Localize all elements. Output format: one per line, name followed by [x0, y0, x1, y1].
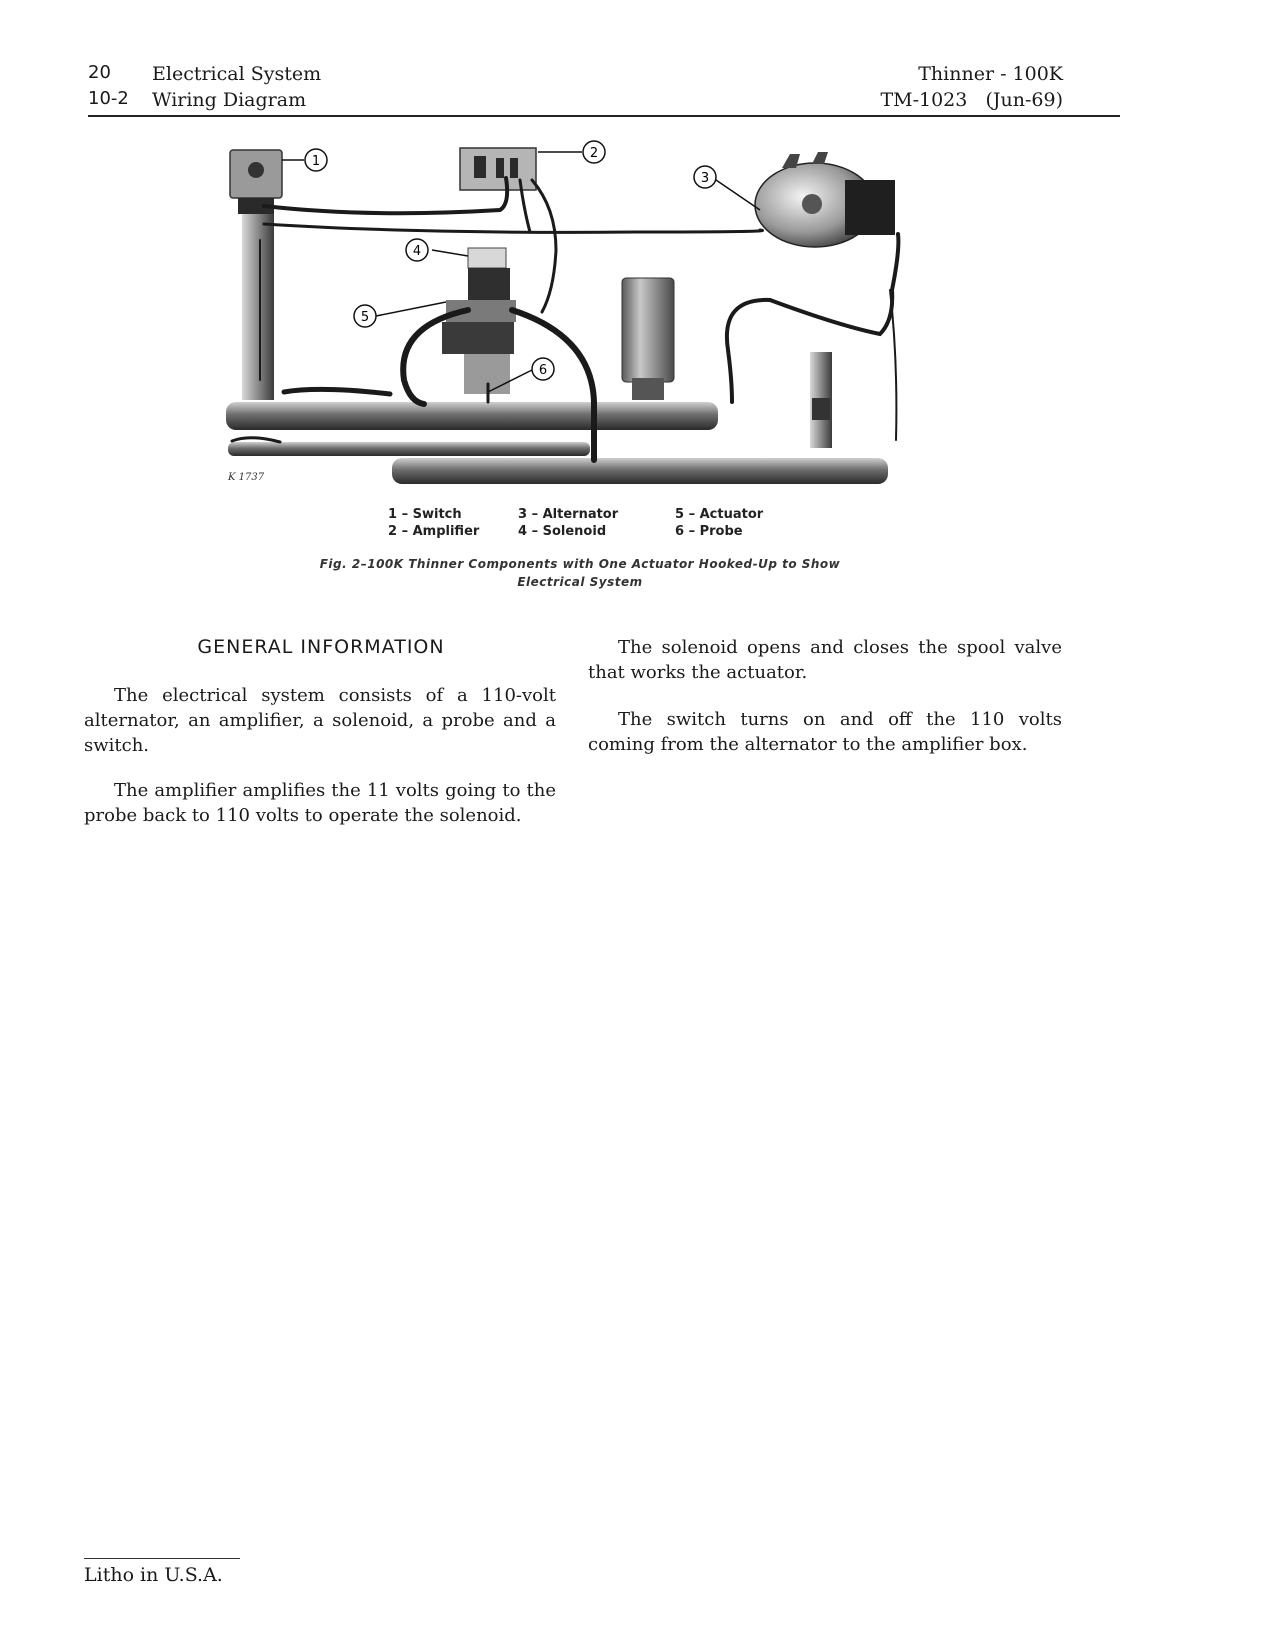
legend-label: Probe	[699, 524, 743, 539]
alternator	[755, 152, 895, 247]
legend-item-5: 5 – Actuator	[675, 507, 764, 522]
probe	[810, 352, 832, 448]
callout-3-label: 3	[700, 171, 710, 186]
callout-5-label: 5	[360, 310, 370, 325]
legend-num: 4	[518, 524, 528, 539]
paragraph-switch: The switch turns on and off the 110 volts coming from the alternator to the amplifier box.	[588, 709, 1062, 755]
figure-caption-line-2: Electrical System	[517, 575, 643, 589]
legend-num: 1	[388, 507, 398, 522]
paragraph-electrical-system: The electrical system consists of a 110-volt alternator, an amplifier, a solenoid, a probe and a switch.	[84, 685, 556, 756]
section-number: 10-2	[88, 88, 129, 109]
manifold-pipes	[226, 402, 888, 484]
page-number: 20	[88, 62, 111, 83]
legend-num: 2	[388, 524, 398, 539]
legend-column-2	[518, 506, 658, 540]
legend-column-3	[675, 506, 795, 540]
legend-item-1: 1 – Switch	[388, 507, 462, 522]
legend-label: Alternator	[542, 507, 619, 522]
legend-item-3: 3 – Alternator	[518, 507, 619, 522]
header-rule	[88, 115, 1120, 117]
wiring-diagram-figure	[220, 140, 990, 510]
wiring-diagram-photo	[220, 140, 990, 510]
legend-item-2: 2 – Amplifier	[388, 524, 480, 539]
callout-2-label: 2	[589, 146, 599, 161]
manual-title: Thinner - 100K	[918, 63, 1063, 85]
legend-item-6: 6 – Probe	[675, 524, 743, 539]
manual-id-date: TM-1023 (Jun-69)	[880, 89, 1063, 111]
figure-image-id: K 1737	[228, 472, 265, 483]
callout-1	[305, 149, 327, 171]
callout-3	[694, 166, 716, 188]
legend-num: 6	[675, 524, 685, 539]
section-title: Electrical System	[152, 63, 322, 85]
figure-caption	[280, 555, 880, 591]
subsection-title: Wiring Diagram	[152, 89, 307, 111]
switch-mount-post	[230, 150, 282, 400]
legend-num: 5	[675, 507, 685, 522]
section-heading: GENERAL INFORMATION	[197, 636, 445, 658]
callout-6	[532, 358, 554, 380]
legend-item-4: 4 – Solenoid	[518, 524, 607, 539]
paragraph-amplifier: The amplifier amplifies the 11 volts going to the probe back to 110 volts to operate the solenoid.	[84, 780, 556, 826]
legend-num: 3	[518, 507, 528, 522]
filter-canister	[622, 278, 674, 400]
paragraph-solenoid: The solenoid opens and closes the spool valve that works the actuator.	[588, 637, 1062, 683]
footer-print-note: Litho in U.S.A.	[84, 1564, 223, 1586]
callout-4-label: 4	[412, 244, 422, 259]
legend-label: Switch	[412, 507, 462, 522]
legend-column-1	[388, 506, 508, 540]
legend-label: Amplifier	[412, 524, 480, 539]
callout-5	[354, 305, 376, 327]
legend-label: Solenoid	[542, 524, 607, 539]
callout-2	[583, 141, 605, 163]
solenoid-actuator-assembly	[442, 248, 516, 394]
callout-4	[406, 239, 428, 261]
callout-1-label: 1	[311, 154, 321, 169]
footer-rule	[84, 1558, 240, 1559]
figure-caption-line-1: Fig. 2–100K Thinner Components with One Actuator Hooked-Up to Show	[319, 557, 841, 571]
callout-6-label: 6	[538, 363, 548, 378]
legend-label: Actuator	[699, 507, 764, 522]
amplifier-box	[460, 148, 536, 190]
